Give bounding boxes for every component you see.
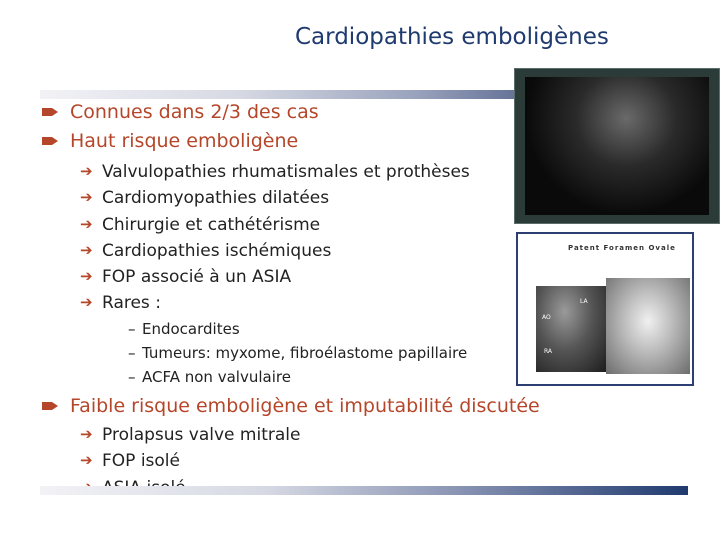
bullet-marker-icon	[42, 400, 58, 412]
dash-marker: –	[128, 320, 136, 338]
sub-bullet-text: Valvulopathies rhumatismales et prothèses	[102, 162, 470, 182]
arrow-icon: ➔	[80, 215, 93, 233]
sub-sub-bullet-text: Tumeurs: myxome, fibroélastome papillaire	[142, 344, 468, 362]
title-divider-bar	[40, 90, 540, 99]
fop-anatomy-image	[606, 278, 690, 374]
arrow-icon: ➔	[80, 425, 93, 443]
bullet-marker-icon	[42, 106, 58, 118]
fop-label-ra: RA	[544, 348, 553, 355]
dash-marker: –	[128, 344, 136, 362]
arrow-icon: ➔	[80, 162, 93, 180]
sub-bullet-text: Prolapsus valve mitrale	[102, 425, 301, 445]
arrow-icon: ➔	[80, 451, 93, 469]
echocardiogram-image	[514, 68, 720, 224]
sub-bullet-text: Chirurgie et cathétérisme	[102, 215, 321, 235]
sub-bullet-text: Cardiopathies ischémiques	[102, 241, 332, 261]
sub-bullet-text: Rares :	[102, 293, 161, 313]
arrow-icon: ➔	[80, 188, 93, 206]
sub-bullet-text: FOP isolé	[102, 451, 180, 471]
bullet-text: Haut risque emboligène	[70, 130, 299, 152]
fop-ultrasound-image	[536, 286, 608, 372]
bullet-text: Faible risque emboligène et imputabilité discutée	[70, 395, 540, 417]
sub-bullet-text: FOP associé à un ASIA	[102, 267, 292, 287]
dash-marker: –	[128, 368, 136, 386]
fop-label-ao: AO	[542, 314, 551, 321]
sub-bullet-text: Cardiomyopathies dilatées	[102, 188, 330, 208]
arrow-icon: ➔	[80, 267, 93, 285]
sub-sub-bullet-text: ACFA non valvulaire	[142, 368, 291, 386]
arrow-icon: ➔	[80, 241, 93, 259]
footer-divider-bar	[40, 486, 688, 495]
bullet-marker-icon	[42, 135, 58, 147]
echocardiogram-scan	[525, 77, 709, 215]
slide-title: Cardiopathies emboligènes	[295, 24, 609, 50]
patent-foramen-ovale-figure	[516, 232, 694, 386]
bullet-text: Connues dans 2/3 des cas	[70, 101, 319, 123]
fop-label-la: LA	[580, 298, 588, 305]
sub-sub-bullet-text: Endocardites	[142, 320, 240, 338]
fop-figure-title: Patent Foramen Ovale	[568, 244, 676, 252]
arrow-icon: ➔	[80, 293, 93, 311]
